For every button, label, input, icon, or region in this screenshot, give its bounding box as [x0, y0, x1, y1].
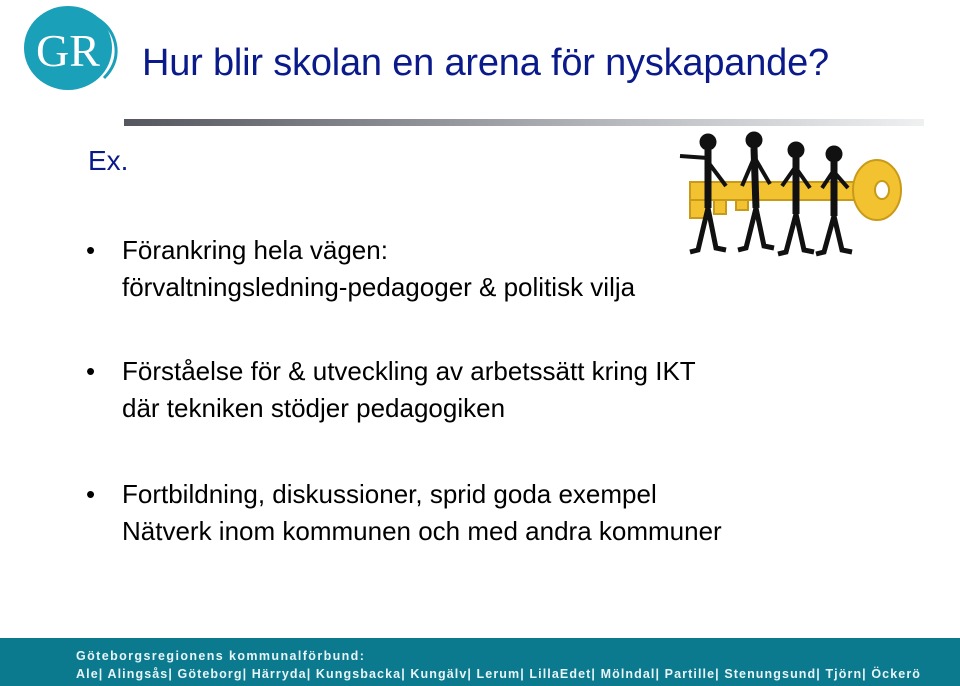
page-title: Hur blir skolan en arena för nyskapande? [142, 42, 829, 84]
people-carrying-key-icon [672, 128, 908, 264]
clipart-graphic [672, 128, 908, 264]
bullet-line: Nätverk inom kommunen och med andra kommuner [122, 516, 722, 546]
example-label: Ex. [88, 145, 129, 176]
logo-graphic [18, 0, 134, 102]
gr-logo [18, 0, 134, 102]
bullet-marker: • [86, 479, 96, 509]
bullet-line: Fortbildning, diskussioner, sprid goda exempel [122, 479, 657, 509]
title-divider [124, 119, 924, 126]
footer-municipalities: Ale| Alingsås| Göteborg| Härryda| Kungsbacka| Kungälv| Lerum| LillaEdet| Mölndal| Partille| Stenungsund| Tjörn| Öckerö [76, 667, 922, 681]
bullet-marker: • [86, 356, 96, 386]
logo-text: GR [36, 25, 100, 76]
bullet-text [122, 353, 696, 427]
bullet-line: förvaltningsledning-pedagoger & politisk vilja [122, 272, 636, 302]
footer-bar [0, 638, 960, 686]
bullet-text [122, 476, 722, 550]
bullet-text [122, 232, 635, 306]
bullet-marker: • [86, 235, 96, 265]
footer-org: Göteborgsregionens kommunalförbund: [76, 649, 366, 663]
bullet-line: där tekniken stödjer pedagogiken [122, 393, 506, 423]
bullet-line: Förankring hela vägen: [122, 235, 388, 265]
bullet-line: Förståelse för & utveckling av arbetssätt kring IKT [122, 356, 696, 386]
